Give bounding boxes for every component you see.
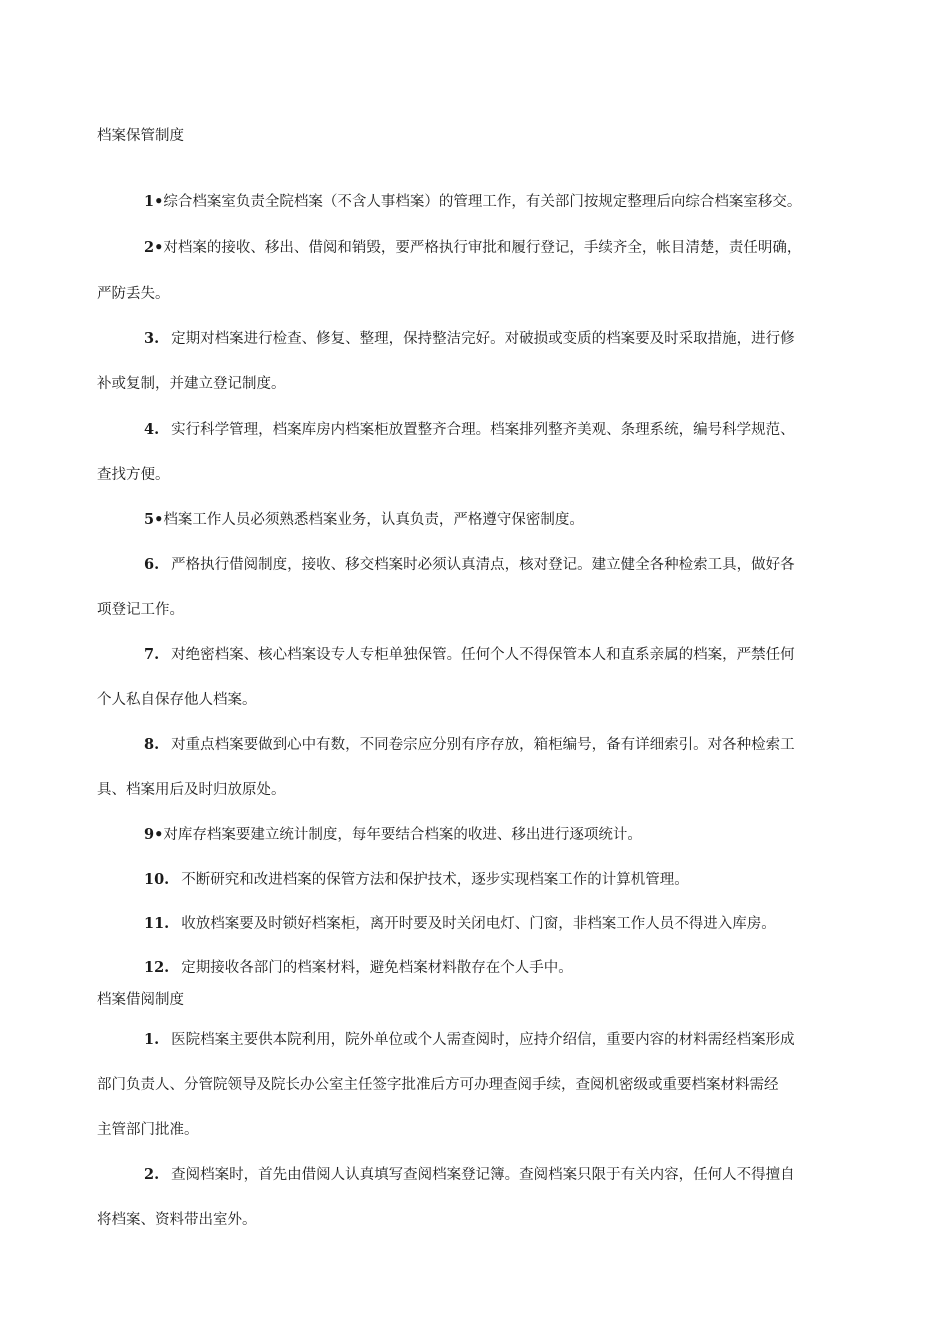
item-text: 收放档案要及时锁好档案柜，离开时要及时关闭电灯、门窗，非档案工作人员不得进入库房。 [181,916,776,932]
item-text: 对绝密档案、核心档案设专人专柜单独保管。任何个人不得保管本人和直系亲属的档案，严禁任何 [171,647,795,663]
item-text: 严格执行借阅制度，接收、移交档案时必须认真清点，核对登记。建立健全各种检索工具，做好各 [171,557,795,573]
item-text: 实行科学管理，档案库房内档案柜放置整齐合理。档案排列整齐美观、条理系统，编号科学规范、 [171,422,795,438]
section-title-borrowing: 档案借阅制度 [97,992,184,1008]
storage-item-6 [144,555,795,575]
item-text: 医院档案主要供本院利用，院外单位或个人需查阅时，应持介绍信，重要内容的材料需经档案形成 [171,1032,795,1048]
storage-item-8 [144,735,795,755]
item-number: 11. [144,915,170,932]
storage-item-8-continuation: 具、档案用后及时归放原处。 [97,782,286,798]
storage-item-4-continuation: 查找方便。 [97,467,170,483]
storage-item-12 [144,958,573,978]
item-number: 1. [144,1031,160,1048]
borrowing-item-2-continuation: 将档案、资料带出室外。 [97,1212,257,1228]
borrowing-item-1-continuation-2: 主管部门批准。 [97,1122,199,1138]
storage-item-3 [144,329,795,349]
borrowing-item-1-continuation: 部门负责人、分管院领导及院长办公室主任签字批准后方可办理查阅手续，查阅机密级或重要档案材料需经 [97,1077,779,1093]
item-number: 8. [144,736,160,753]
storage-item-1 [144,192,801,212]
storage-item-2-continuation: 严防丢失。 [97,286,170,302]
item-text: 对重点档案要做到心中有数，不同卷宗应分别有序存放，箱柜编号，备有详细索引。对各种检索工 [171,737,795,753]
item-number: 4. [144,421,160,438]
item-text: 查阅档案时，首先由借阅人认真填写查阅档案登记簿。查阅档案只限于有关内容，任何人不得擅自 [171,1167,795,1183]
item-number: 2. [144,1166,160,1183]
item-text: 档案工作人员必须熟悉档案业务，认真负责，严格遵守保密制度。 [163,512,584,528]
item-number: 6. [144,556,160,573]
section-title-storage: 档案保管制度 [97,128,184,144]
storage-item-3-continuation: 补或复制，并建立登记制度。 [97,376,286,392]
item-text: 综合档案室负责全院档案（不含人事档案）的管理工作，有关部门按规定整理后向综合档案室移交。 [163,194,802,210]
item-text: 定期接收各部门的档案材料，避免档案材料散存在个人手中。 [181,960,573,976]
storage-item-6-continuation: 项登记工作。 [97,602,184,618]
item-text: 对库存档案要建立统计制度，每年要结合档案的收进、移出进行逐项统计。 [163,827,642,843]
item-number: 12. [144,959,170,976]
item-number: 2• [144,239,164,256]
item-number: 1• [144,193,164,210]
item-number: 9• [144,826,164,843]
borrowing-item-1 [144,1030,795,1050]
item-number: 10. [144,871,170,888]
storage-item-9 [144,825,642,845]
borrowing-item-2 [144,1165,795,1185]
storage-item-4 [144,420,795,440]
item-text: 对档案的接收、移出、借阅和销毁，要严格执行审批和履行登记，手续齐全，帐目清楚，责任明确， [163,240,802,256]
item-number: 7. [144,646,160,663]
item-text: 不断研究和改进档案的保管方法和保护技术，逐步实现档案工作的计算机管理。 [181,872,689,888]
item-number: 3. [144,330,160,347]
storage-item-7 [144,645,795,665]
storage-item-10 [144,870,689,890]
item-number: 5• [144,511,164,528]
storage-item-11 [144,914,776,934]
storage-item-2 [144,238,801,258]
storage-item-7-continuation: 个人私自保存他人档案。 [97,692,257,708]
storage-item-5 [144,510,584,530]
item-text: 定期对档案进行检查、修复、整理，保持整洁完好。对破损或变质的档案要及时采取措施，进行修 [171,331,795,347]
